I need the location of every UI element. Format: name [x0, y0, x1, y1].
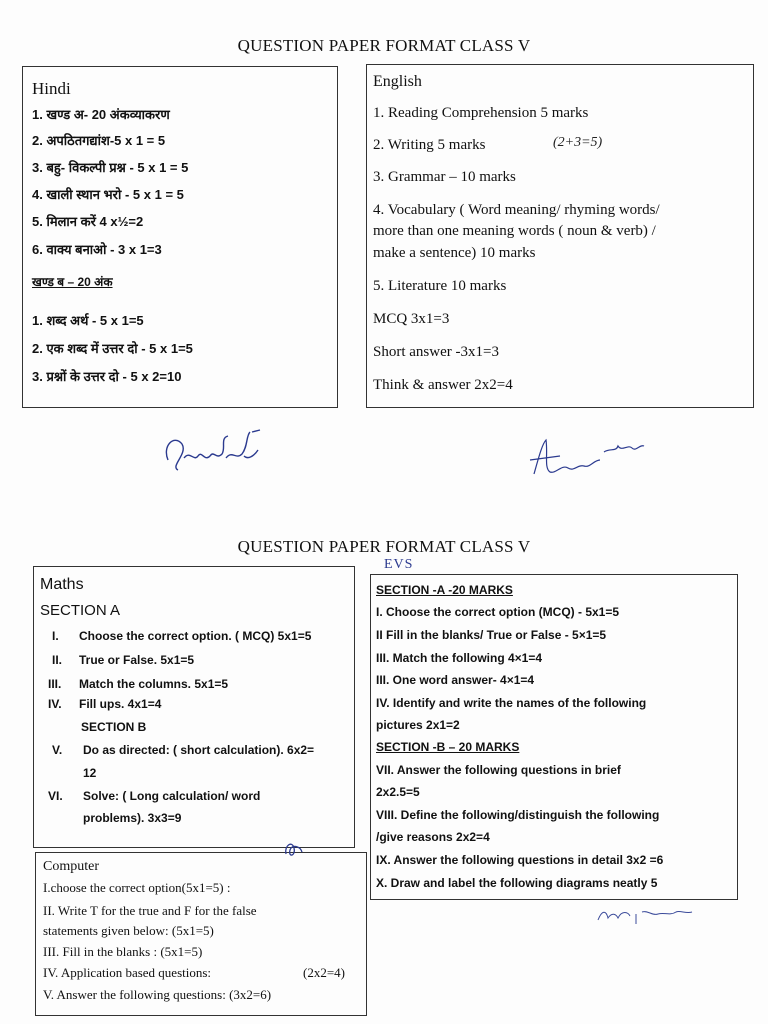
- evs-line-6: pictures 2x1=2: [376, 718, 460, 732]
- signature-bottom-right: [592, 902, 702, 930]
- hindi-box: [22, 66, 338, 408]
- maths-item-num: II.: [52, 653, 63, 667]
- maths-item-text-cont: problems). 3x3=9: [83, 811, 182, 825]
- maths-item-text: Do as directed: ( short calculation). 6x2=: [83, 743, 315, 757]
- maths-item-text-cont: 12: [83, 766, 97, 780]
- hindi-item-6: 6. वाक्य बनाओ - 3 x 1=3: [32, 242, 162, 257]
- maths-item-num: I.: [52, 629, 59, 643]
- evs-box: [370, 574, 738, 900]
- english-item-5: 5. Literature 10 marks: [373, 278, 507, 294]
- computer-heading: Computer: [43, 859, 99, 874]
- initials-mark: [280, 836, 308, 862]
- page1-title: QUESTION PAPER FORMAT CLASS V: [237, 36, 531, 55]
- maths-item-text: Choose the correct option. ( MCQ) 5x1=5: [79, 629, 312, 643]
- maths-item-text: True or False. 5x1=5: [79, 653, 195, 667]
- maths-section-a: SECTION A: [40, 602, 121, 619]
- computer-line-4: III. Fill in the blanks : (5x1=5): [43, 944, 203, 959]
- english-item-4-line1: 4. Vocabulary ( Word meaning/ rhyming words/: [373, 202, 660, 218]
- hindi-item-4: 4. खाली स्थान भरो - 5 x 1 = 5: [32, 187, 184, 202]
- evs-b-line-3: VIII. Define the following/distinguish the following: [376, 808, 660, 822]
- maths-box: [33, 566, 355, 848]
- evs-b-line-4: /give reasons 2x2=4: [376, 830, 490, 844]
- english-item-4-line2: more than one meaning words ( noun & verb) /: [373, 223, 656, 239]
- hindi-b-item-3: 3. प्रश्नों के उत्तर दो - 5 x 2=10: [32, 369, 182, 384]
- evs-section-b: SECTION -B – 20 MARKS: [376, 740, 520, 754]
- english-item-2: 2. Writing 5 marks: [373, 137, 486, 153]
- evs-line-4: III. One word answer- 4×1=4: [376, 673, 535, 687]
- maths-item-num: VI.: [48, 789, 63, 803]
- computer-line-1: I.choose the correct option(5x1=5) :: [43, 880, 231, 895]
- hindi-item-5: 5. मिलान करें 4 x½=2: [32, 214, 144, 229]
- evs-line-5: IV. Identify and write the names of the following: [376, 696, 647, 710]
- signature-right: [520, 430, 650, 486]
- evs-line-2: II Fill in the blanks/ True or False - 5×1=5: [376, 628, 607, 642]
- computer-line-5-marks: (2x2=4): [303, 965, 345, 980]
- english-item-3: 3. Grammar – 10 marks: [373, 169, 516, 185]
- hindi-b-item-2: 2. एक शब्द में उत्तर दो - 5 x 1=5: [32, 341, 193, 356]
- page2-title: QUESTION PAPER FORMAT CLASS V: [237, 537, 531, 556]
- evs-line-1: I. Choose the correct option (MCQ) - 5x1=5: [376, 605, 620, 619]
- evs-b-line-6: X. Draw and label the following diagrams neatly 5: [376, 876, 658, 890]
- evs-b-line-5: IX. Answer the following questions in detail 3x2 =6: [376, 853, 664, 867]
- computer-box: [35, 852, 367, 1016]
- hindi-b-item-1: 1. शब्द अर्थ - 5 x 1=5: [32, 313, 144, 328]
- maths-item-num: V.: [52, 743, 63, 757]
- hindi-item-1: 1. खण्ड अ- 20 अंकव्याकरण: [32, 107, 170, 122]
- english-think-answer: Think & answer 2x2=4: [373, 377, 513, 393]
- hindi-item-3: 3. बहु- विकल्पी प्रश्न - 5 x 1 = 5: [32, 160, 189, 175]
- english-box: [366, 64, 754, 408]
- maths-section-b: SECTION B: [81, 720, 147, 734]
- maths-item-text: Match the columns. 5x1=5: [79, 677, 229, 691]
- english-item-1: 1. Reading Comprehension 5 marks: [373, 105, 589, 121]
- english-item-4-line3: make a sentence) 10 marks: [373, 245, 536, 261]
- english-heading: English: [373, 73, 422, 90]
- maths-item-text: Fill ups. 4x1=4: [79, 697, 162, 711]
- computer-line-2: II. Write T for the true and F for the false: [43, 903, 257, 918]
- maths-item-text: Solve: ( Long calculation/ word: [83, 789, 261, 803]
- english-short-answer: Short answer -3x1=3: [373, 344, 499, 360]
- evs-section-a: SECTION -A -20 MARKS: [376, 583, 513, 597]
- computer-line-5: IV. Application based questions:: [43, 965, 212, 980]
- hindi-item-2: 2. अपठितगद्यांश-5 x 1 = 5: [32, 133, 166, 148]
- english-mcq: MCQ 3x1=3: [373, 311, 450, 327]
- maths-item-num: IV.: [48, 697, 62, 711]
- evs-line-3: III. Match the following 4×1=4: [376, 651, 543, 665]
- evs-b-line-1: VII. Answer the following questions in brief: [376, 763, 621, 777]
- hindi-section-b: खण्ड ब – 20 अंक: [32, 275, 113, 289]
- hindi-heading: Hindi: [32, 79, 71, 98]
- evs-b-line-2: 2x2.5=5: [376, 785, 420, 799]
- signature-left: [160, 420, 270, 476]
- maths-heading: Maths: [40, 576, 84, 593]
- computer-line-3: statements given below: (5x1=5): [43, 923, 214, 938]
- english-writing-note: (2+3=5): [553, 135, 603, 150]
- maths-item-num: III.: [48, 677, 62, 691]
- computer-line-6: V. Answer the following questions: (3x2=6): [43, 987, 272, 1002]
- evs-handwritten-label: EVS: [384, 557, 414, 572]
